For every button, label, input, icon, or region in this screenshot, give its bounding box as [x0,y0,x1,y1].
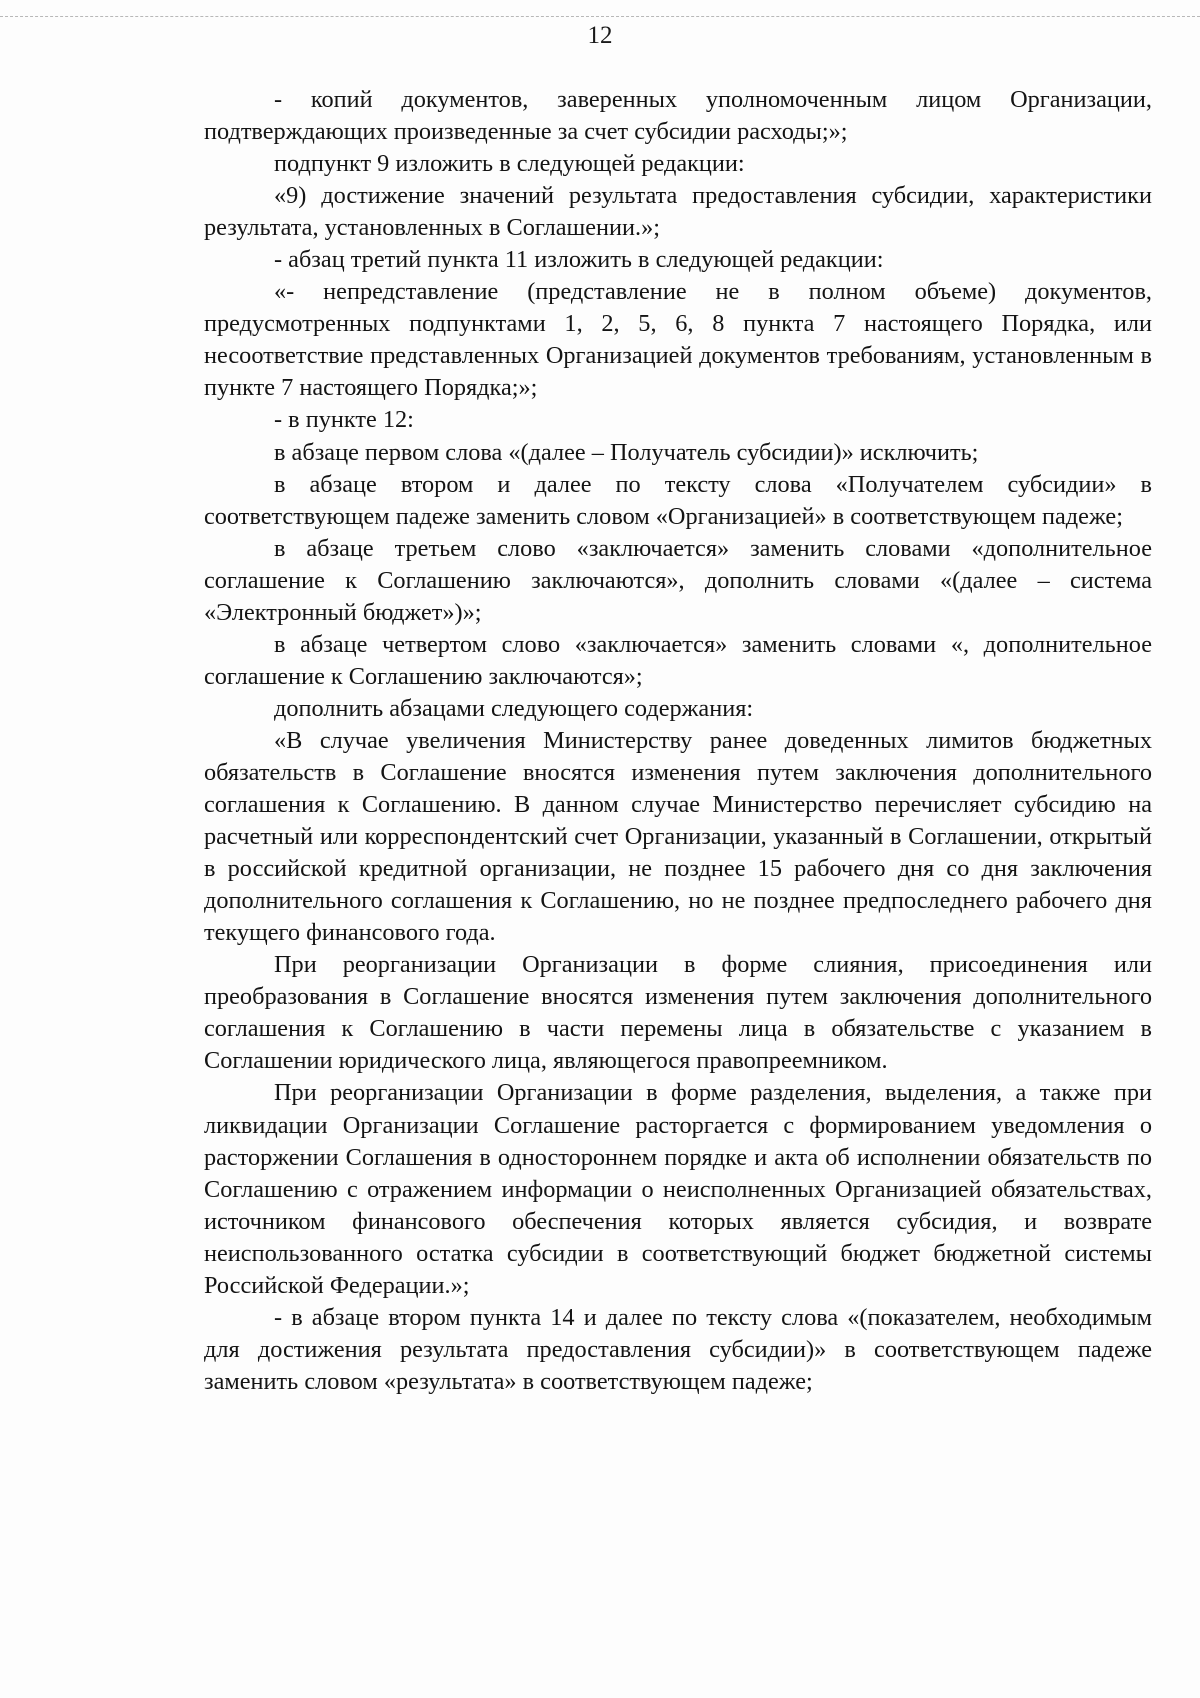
paragraph: подпункт 9 изложить в следующей редакции: [274,150,745,178]
paragraph: При реорганизации Организации в форме разделения, выделения, а также при ликвидации Организации Соглашение расторгается с формированием уведомления о расторжении Соглашения в одностороннем порядке и акта об исполнении обязательств по Соглашению с отражением информации о неисполненных Организацией обязательствах, источником финансового обеспечения которых является субсидия, и возврате неиспользованного остатка субсидии в соответствующий бюджет бюджетной системы Российской Федерации.»; [204,1079,1152,1299]
paragraph: в абзаце третьем слово «заключается» заменить словами «дополнительное соглашение к Соглашению заключаются», дополнить словами «(далее – система «Электронный бюджет»)»; [204,534,1152,626]
paragraph: - в абзаце втором пункта 14 и далее по тексту слова «(показателем, необходимым для достижения результата предоставления субсидии)» в соответствующем падеже заменить словом «результата» в соответствующем падеже; [204,1303,1152,1395]
paragraph: При реорганизации Организации в форме слияния, присоединения или преобразования в Соглашение вносятся изменения путем заключения дополнительного соглашения к Соглашению в части перемены лица в обязательстве с указанием в Соглашении юридического лица, являющегося правопреемником. [204,951,1152,1075]
scan-edge-line [0,16,1200,17]
paragraph: дополнить абзацами следующего содержания: [274,694,754,722]
paragraph: в абзаце втором и далее по тексту слова «Получателем субсидии» в соответствующем падеже заменить словом «Организацией» в соответствующем падеже; [204,470,1152,530]
page-number: 12 [587,22,613,49]
paragraph: «В случае увеличения Министерству ранее доведенных лимитов бюджетных обязательств в Соглашение вносятся изменения путем заключения дополнительного соглашения к Соглашению. В данном случае Министерство перечисляет субсидию на расчетный или корреспондентский счет Организации, указанный в Соглашении, открытый в российской кредитной организации, не позднее 15 рабочего дня со дня заключения дополнительного соглашения к Соглашению, но не позднее предпоследнего рабочего дня текущего финансового года. [204,726,1152,947]
paragraph: «9) достижение значений результата предоставления субсидии, характеристики результата, установленных в Соглашении.»; [204,182,1152,242]
paragraph: «- непредставление (представление не в полном объеме) документов, предусмотренных подпунктами 1, 2, 5, 6, 8 пункта 7 настоящего Порядка, или несоответствие представленных Организацией документов требованиям, установленным в пункте 7 настоящего Порядка;»; [204,278,1152,402]
paragraph: - в пункте 12: [274,406,414,434]
paragraph: - копий документов, заверенных уполномоченным лицом Организации, подтверждающих произведенные за счет субсидии расходы;»; [204,86,1152,146]
paragraph: - абзац третий пункта 11 изложить в следующей редакции: [274,246,884,274]
paragraph: в абзаце первом слова «(далее – Получатель субсидии)» исключить; [274,438,979,466]
paragraph: в абзаце четвертом слово «заключается» заменить словами «, дополнительное соглашение к Соглашению заключаются»; [204,630,1152,690]
document-body [204,84,1152,1398]
